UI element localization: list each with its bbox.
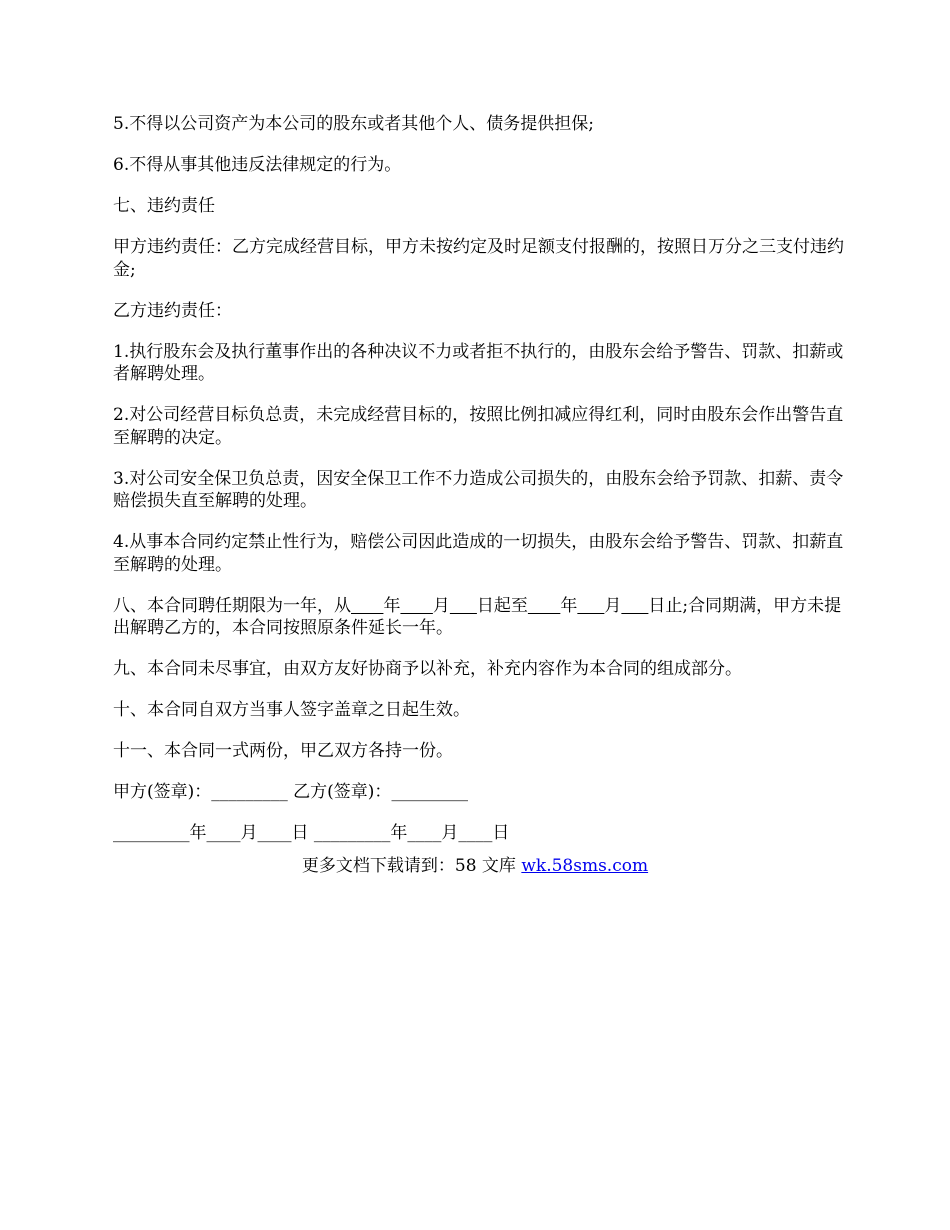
end-day-blank	[621, 596, 648, 616]
month-label: 月	[604, 595, 622, 616]
party-a-breach: 甲方违约责任：乙方完成经营目标，甲方未按约定及时足额支付报酬的，按照日万分之三支付违约金;	[113, 237, 844, 280]
contract-term-clause	[113, 595, 845, 640]
signature-line	[113, 781, 845, 804]
party-b-breach-item-1: 1.执行股东会及执行董事作出的各种决议不力或者拒不执行的，由股东会给予警告、罚款、扣薪或者解聘处理。	[113, 341, 844, 384]
month-label: 月	[441, 823, 459, 843]
party-b-breach-item-2: 2.对公司经营目标负总责，未完成经营目标的，按照比例扣减应得红利，同时由股东会作出警告直至解聘的决定。	[113, 405, 844, 448]
clause-6: 6.不得从事其他违反法律规定的行为。	[113, 155, 402, 175]
term-prefix: 八、本合同聘任期限为一年，从	[113, 595, 351, 616]
year-label: 年	[560, 595, 578, 616]
party-b-breach-item-4: 4.从事本合同约定禁止性行为，赔偿公司因此造成的一切损失，由股东会给予警告、罚款、扣薪直至解聘的处理。	[113, 532, 844, 575]
year-label: 年	[189, 823, 207, 843]
year-label: 年	[383, 595, 401, 616]
clause-9: 九、本合同未尽事宜，由双方友好协商予以补充，补充内容作为本合同的组成部分。	[113, 659, 742, 679]
date-a-day-blank: ____	[257, 823, 292, 843]
clause-11: 十一、本合同一式两份，甲乙双方各持一份。	[113, 741, 453, 761]
footer	[0, 855, 950, 877]
document-body	[113, 113, 845, 863]
term-suffix: 日止;合同期满，甲方未提出解聘乙方的，本合同按照原条件延长一年。	[113, 595, 842, 638]
party-a-signature-blank: _________	[211, 782, 288, 802]
clause-10: 十、本合同自双方当事人签字盖章之日起生效。	[113, 700, 470, 720]
date-line	[113, 822, 845, 845]
date-b-month-blank: ____	[407, 823, 442, 843]
end-year-blank	[528, 596, 560, 616]
day-label: 日	[291, 823, 314, 843]
year-label: 年	[390, 823, 408, 843]
party-b-signature-blank: _________	[391, 782, 468, 802]
party-b-breach-item-3: 3.对公司安全保卫负总责，因安全保卫工作不力造成公司损失的，由股东会给予罚款、扣薪、责令赔偿损失直至解聘的处理。	[113, 468, 844, 511]
start-month-blank	[400, 596, 432, 616]
party-b-breach-heading: 乙方违约责任：	[113, 300, 232, 321]
party-a-signature-label: 甲方(签章)：	[113, 782, 212, 802]
month-label: 月	[240, 823, 258, 843]
date-a-year-blank: _________	[113, 823, 190, 843]
date-b-day-blank: ____	[458, 823, 493, 843]
end-month-blank	[577, 596, 604, 616]
section-heading-breach: 七、违约责任	[113, 196, 215, 216]
month-label: 月	[432, 595, 450, 616]
start-year-blank	[351, 596, 383, 616]
footer-link[interactable]: wk.58sms.com	[521, 856, 649, 876]
day-label: 日	[492, 823, 510, 843]
party-b-signature-label: 乙方(签章)：	[287, 782, 392, 802]
date-a-month-blank: ____	[206, 823, 241, 843]
footer-text: 更多文档下载请到：58 文库	[301, 856, 522, 876]
day-to-label: 日起至	[476, 595, 528, 616]
date-b-year-blank: _________	[313, 823, 391, 843]
clause-5: 5.不得以公司资产为本公司的股东或者其他个人、债务提供担保;	[113, 114, 594, 134]
start-day-blank	[450, 596, 477, 616]
